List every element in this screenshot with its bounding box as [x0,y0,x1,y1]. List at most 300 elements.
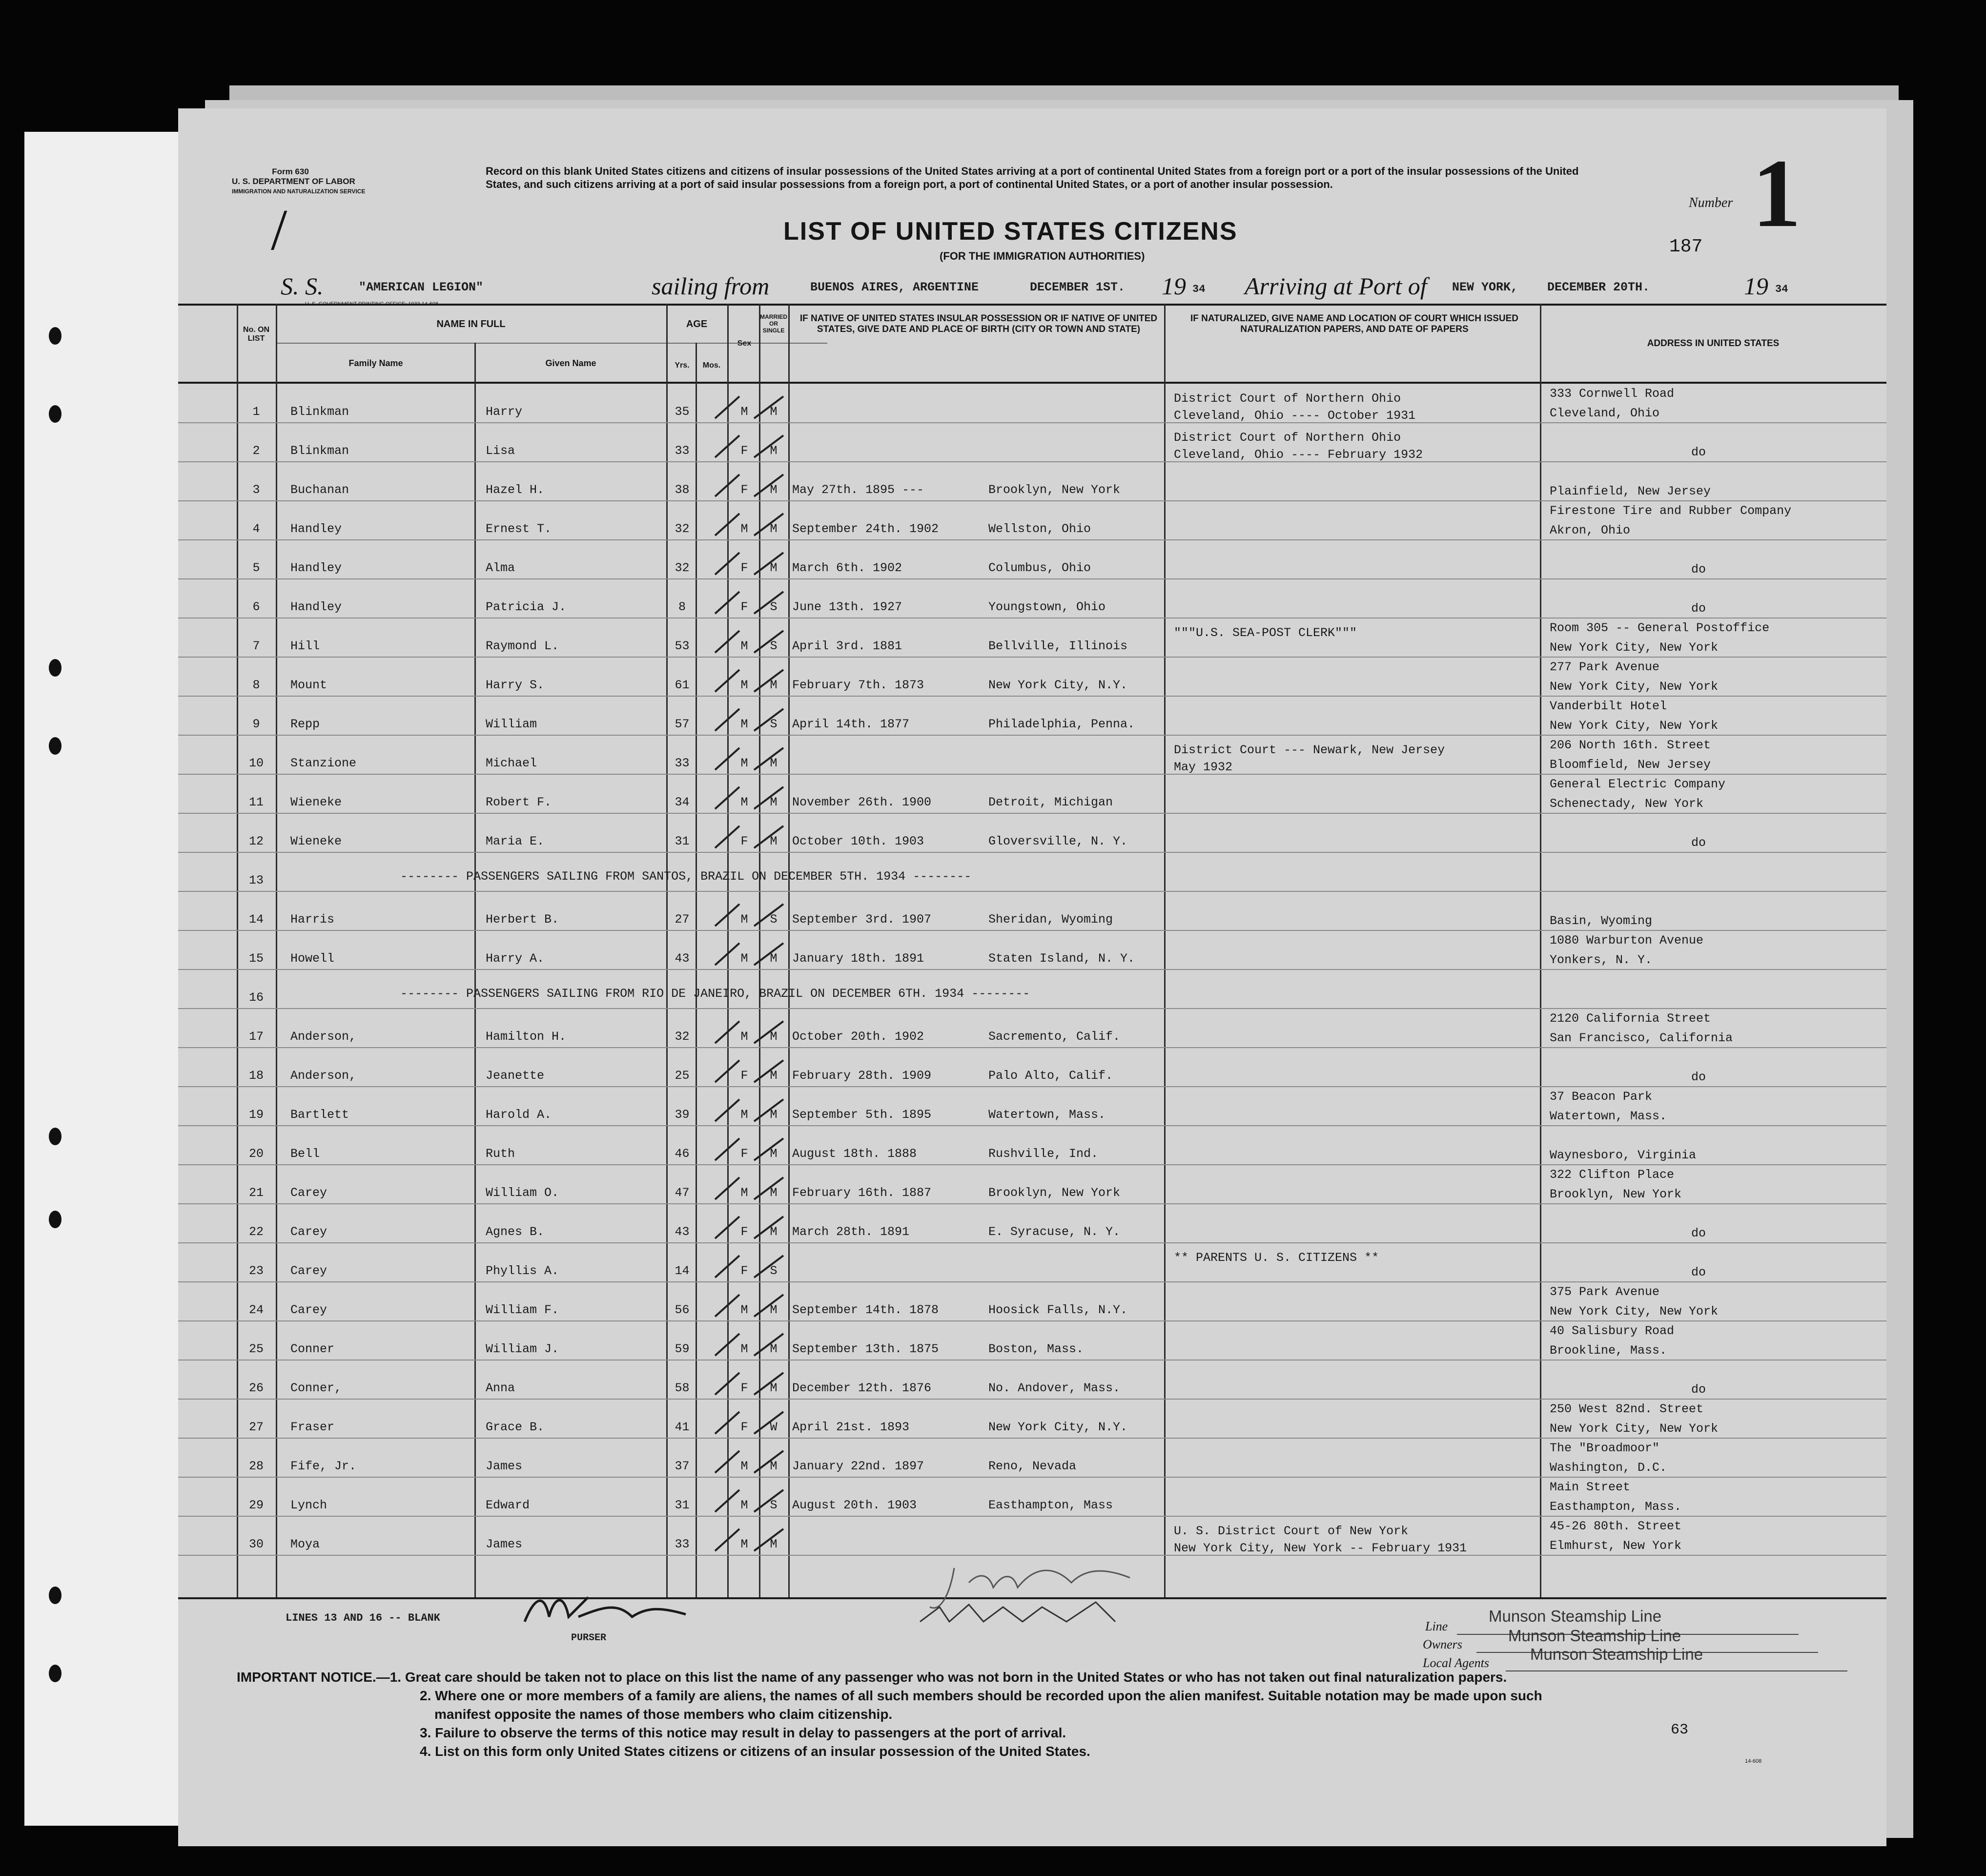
cell-family: Carey [290,1186,328,1200]
cell-addr2: Schenectady, New York [1550,797,1704,811]
owners-label: Owners [1423,1637,1462,1651]
cell-addr2: New York City, New York [1550,640,1719,655]
check-mark [715,748,783,770]
cell-family: Blinkman [290,444,349,458]
cell-addr1: 375 Park Avenue [1550,1285,1660,1299]
cell-ms: M [770,1537,778,1551]
cell-addr1: Room 305 -- General Postoffice [1550,621,1770,635]
check-mark [715,474,783,496]
header-age: AGE [686,319,708,330]
cell-no: 18 [248,1069,264,1083]
cell-ms: M [770,1030,778,1044]
cell-nat1: U. S. District Court of New York [1174,1524,1409,1538]
cell-addr1: 45-26 80th. Street [1550,1519,1682,1533]
cell-age: 37 [675,1459,690,1473]
punch-hole [49,1665,61,1682]
cell-age: 43 [675,1225,690,1239]
cell-given: Harold A. [486,1108,552,1122]
cell-no: 21 [248,1186,264,1200]
cell-addr2: New York City, New York [1550,1422,1719,1436]
cell-sex: F [740,1264,748,1278]
cell-addr2: New York City, New York [1550,1304,1719,1319]
check-mark [715,435,783,457]
arriving-year: 34 [1775,283,1788,295]
check-mark [715,670,783,692]
cell-no: 20 [248,1147,264,1161]
cell-family: Lynch [290,1498,328,1512]
cell-given: Harry S. [486,678,545,692]
cell-ms: M [770,1459,778,1473]
cell-family: Carey [290,1264,328,1278]
cell-ms: S [770,717,778,731]
cell-no: 14 [248,912,264,927]
cell-birth-date: May 27th. 1895 --- [792,483,924,497]
cell-family: Anderson, [290,1030,357,1044]
cell-birth-place: Rushville, Ind. [988,1147,1099,1161]
check-mark [715,1373,783,1395]
cell-birth-date: December 12th. 1876 [792,1381,932,1395]
form-id [232,167,366,196]
cell-no: 6 [252,600,260,614]
cell-no: 5 [252,561,260,575]
cell-sex: M [740,1186,748,1200]
cell-addr2: Basin, Wyoming [1550,914,1653,928]
cell-no: 2 [252,444,260,458]
handwritten-mark: / [271,197,287,262]
cell-birth-date: September 5th. 1895 [792,1108,932,1122]
cell-birth-date: October 10th. 1903 [792,834,924,848]
owners-value: Munson Steamship Line [1508,1627,1681,1645]
cell-birth-place: Reno, Nevada [988,1459,1077,1473]
cell-addr2: do [1691,1070,1706,1084]
notice-2b: manifest opposite the names of those members who claim citizenship. [434,1707,893,1722]
cell-nat2: May 1932 [1174,760,1233,774]
check-mark [715,1256,783,1278]
cell-sex: F [740,444,748,458]
cell-sex: F [740,834,748,848]
cell-ms: S [770,912,778,927]
cell-given: Hazel H. [486,483,545,497]
cell-addr2: Cleveland, Ohio [1550,406,1660,420]
cell-addr2: do [1691,1382,1706,1397]
cell-age: 38 [675,483,690,497]
cell-nat1: District Court of Northern Ohio [1174,431,1401,445]
cell-ms: M [770,444,778,458]
cell-birth-date: March 6th. 1902 [792,561,902,575]
cell-given: Ernest T. [486,522,552,536]
cell-given: Herbert B. [486,912,559,927]
cell-age: 14 [675,1264,690,1278]
cell-family: Conner, [290,1381,342,1395]
cell-ms: M [770,1381,778,1395]
cell-given: Harry [486,405,523,419]
cell-birth-date: August 20th. 1903 [792,1498,917,1512]
cell-family: Carey [290,1303,328,1317]
cell-ms: M [770,1342,778,1356]
cell-addr2: Akron, Ohio [1550,523,1631,537]
line-label: Line [1425,1619,1448,1633]
cell-addr2: Bloomfield, New Jersey [1550,758,1711,772]
cell-given: Robert F. [486,795,552,809]
cell-ms: S [770,600,778,614]
cell-age: 32 [675,561,690,575]
cell-no: 8 [252,678,260,692]
notice-title: IMPORTANT NOTICE. [237,1670,376,1685]
cell-age: 33 [675,756,690,770]
cell-no: 1 [252,405,260,419]
cell-birth-place: Sacremento, Calif. [988,1030,1121,1044]
cell-given: William [486,717,537,731]
cell-ms: M [770,522,778,536]
header-mos: Mos. [702,361,721,370]
cell-age: 8 [678,600,686,614]
check-mark [715,826,783,848]
check-mark [715,1177,783,1199]
cell-given: William J. [486,1342,559,1356]
punch-hole [49,659,61,677]
check-mark [715,1334,783,1356]
cell-family: Fife, Jr. [290,1459,357,1473]
cell-addr2: Washington, D.C. [1550,1461,1667,1475]
cell-birth-date: January 22nd. 1897 [792,1459,924,1473]
cell-given: Maria E. [486,834,545,848]
cell-nat1: District Court of Northern Ohio [1174,392,1401,406]
agents-label: Local Agents [1423,1656,1490,1670]
cell-sex: F [740,1069,748,1083]
cell-sex: M [740,756,748,770]
cell-age: 46 [675,1147,690,1161]
cell-sex: F [740,561,748,575]
cell-no: 3 [252,483,260,497]
notice-2: 2. Where one or more members of a family are aliens, the names of all such members should be recorded upon the alien manifest. Suitable notation may be made upon such [420,1688,1542,1703]
page-title: LIST OF UNITED STATES CITIZENS [783,217,1238,246]
cell-family: Wieneke [290,834,342,848]
cell-given: Harry A. [486,951,545,966]
cell-addr2: New York City, New York [1550,719,1719,733]
cell-ms: M [770,834,778,848]
cell-addr1: 1080 Warburton Avenue [1550,933,1704,948]
cell-family: Bartlett [290,1108,349,1122]
cell-birth-place: Brooklyn, New York [988,1186,1121,1200]
cell-age: 33 [675,1537,690,1551]
check-mark [715,709,783,731]
header-married-single: MARRIED OR SINGLE [760,313,787,334]
cell-addr2: San Francisco, California [1550,1031,1733,1045]
cell-addr2: Watertown, Mass. [1550,1109,1667,1123]
notice-3: 3. Failure to observe the terms of this notice may result in delay to passengers at the port of arrival. [420,1725,1066,1740]
cell-birth-date: September 24th. 1902 [792,522,939,536]
cell-birth-place: Gloversville, N. Y. [988,834,1128,848]
cell-age: 43 [675,951,690,966]
cell-no: 28 [248,1459,264,1473]
cell-age: 47 [675,1186,690,1200]
cell-given: Edward [486,1498,530,1512]
cell-sex: M [740,951,748,966]
cell-ms: M [770,1069,778,1083]
cell-addr2: do [1691,1226,1706,1240]
notice-4: 4. List on this form only United States citizens or citizens of an insular possession of the United States. [420,1744,1090,1759]
sailing-from: BUENOS AIRES, ARGENTINE [810,280,979,294]
cell-birth-place: Bellville, Illinois [988,639,1128,653]
cell-addr2: Plainfield, New Jersey [1550,484,1711,498]
check-mark [715,514,783,536]
cell-given: Jeanette [486,1069,545,1083]
cell-age: 33 [675,444,690,458]
page-subtitle: (FOR THE IMMIGRATION AUTHORITIES) [940,250,1145,262]
cell-birth-place: Philadelphia, Penna. [988,717,1135,731]
cell-sex: M [740,405,748,419]
header-no: No. ON LIST [243,326,270,343]
cell-age: 32 [675,522,690,536]
cell-no: 26 [248,1381,264,1395]
number-value: 1 [1752,140,1801,247]
header-family-name: Family Name [348,358,403,368]
punch-hole [49,737,61,755]
cell-no: 25 [248,1342,264,1356]
header-sex: Sex [737,339,752,348]
cell-age: 61 [675,678,690,692]
cell-ms: M [770,561,778,575]
cell-given: Patricia J. [486,600,567,614]
check-mark [715,553,783,575]
cell-addr2: do [1691,1265,1706,1279]
cell-family: Mount [290,678,328,692]
cell-sex: M [740,522,748,536]
cell-nat2: Cleveland, Ohio ---- October 1931 [1174,409,1416,423]
cell-ms: S [770,639,778,653]
cell-no: 13 [248,873,264,887]
cell-age: 41 [675,1420,690,1434]
important-notice [237,1668,1507,1687]
cell-given: Alma [486,561,515,575]
cell-nat2: New York City, New York -- February 1931 [1174,1541,1467,1555]
cell-birth-date: September 13th. 1875 [792,1342,939,1356]
cell-no: 29 [248,1498,264,1512]
cell-addr1: 322 Clifton Place [1550,1168,1675,1182]
cell-addr2: do [1691,601,1706,616]
cell-birth-date: April 14th. 1877 [792,717,910,731]
cell-family: Carey [290,1225,328,1239]
cell-birth-date: April 3rd. 1881 [792,639,902,653]
sailing-year: 34 [1192,283,1206,295]
cell-family: Wieneke [290,795,342,809]
cell-birth-place: New York City, N.Y. [988,678,1128,692]
cell-sex: M [740,1342,748,1356]
cell-ms: M [770,1186,778,1200]
cell-sex: M [740,678,748,692]
cell-birth-place: Hoosick Falls, N.Y. [988,1303,1128,1317]
cell-addr2: Yonkers, N. Y. [1550,953,1653,967]
cell-ms: M [770,756,778,770]
cell-family: Handley [290,561,342,575]
cell-no: 23 [248,1264,264,1278]
cell-ms: M [770,405,778,419]
header-given-name: Given Name [545,358,596,368]
cell-given: William O. [486,1186,559,1200]
cell-family: Howell [290,951,335,966]
cell-given: Ruth [486,1147,515,1161]
cell-given: Raymond L. [486,639,559,653]
section-note: -------- PASSENGERS SAILING FROM RIO DE JANEIRO, BRAZIL ON DECEMBER 6TH. 1934 -------- [400,987,1030,1001]
cell-age: 57 [675,717,690,731]
arriving-year-prefix: 19 [1744,272,1768,300]
cell-age: 39 [675,1108,690,1122]
cell-birth-date: October 20th. 1902 [792,1030,924,1044]
check-mark [715,1060,783,1082]
cell-age: 31 [675,1498,690,1512]
cell-no: 11 [248,795,264,809]
cell-addr2: do [1691,836,1706,850]
cell-given: Grace B. [486,1420,545,1434]
check-mark [715,1490,783,1512]
cell-no: 19 [248,1108,264,1122]
header-name-in-full: NAME IN FULL [436,319,506,330]
cell-sex: M [740,795,748,809]
cell-family: Conner [290,1342,335,1356]
cell-sex: M [740,639,748,653]
cell-age: 34 [675,795,690,809]
cell-given: Michael [486,756,537,770]
cell-addr1: 333 Cornwell Road [1550,387,1675,401]
cell-nat1: ** PARENTS U. S. CITIZENS ** [1174,1251,1379,1265]
check-mark [715,1412,783,1434]
cell-addr1: 2120 California Street [1550,1011,1711,1026]
check-mark [715,1451,783,1473]
number-label: Number [1689,195,1733,210]
blank-lines-note: LINES 13 AND 16 -- BLANK [286,1612,440,1624]
cell-family: Blinkman [290,405,349,419]
cell-given: Agnes B. [486,1225,545,1239]
service: IMMIGRATION AND NATURALIZATION SERVICE [232,188,366,195]
cell-addr2: Brooklyn, New York [1550,1187,1682,1201]
cell-age: 31 [675,834,690,848]
cell-birth-place: Columbus, Ohio [988,561,1091,575]
cell-addr2: do [1691,445,1706,459]
check-mark [715,787,783,809]
cell-family: Buchanan [290,483,349,497]
cell-addr1: 37 Beacon Park [1550,1090,1653,1104]
cell-birth-place: Detroit, Michigan [988,795,1113,809]
check-mark [715,592,783,614]
cell-no: 10 [248,756,264,770]
cell-sex: F [740,483,748,497]
cell-ms: W [770,1420,778,1434]
form-number: Form 630 [272,167,309,176]
cell-age: 58 [675,1381,690,1395]
cell-ms: S [770,1498,778,1512]
punch-hole [49,1211,61,1228]
cell-addr1: The "Broadmoor" [1550,1441,1660,1455]
cell-age: 59 [675,1342,690,1356]
cell-ms: M [770,1147,778,1161]
cell-addr2: Elmhurst, New York [1550,1539,1682,1553]
check-mark [715,904,783,926]
purser-signature [520,1587,696,1631]
cell-age: 35 [675,405,690,419]
cell-birth-place: Sheridan, Wyoming [988,912,1113,927]
department: U. S. DEPARTMENT OF LABOR [232,177,355,186]
cell-family: Hill [290,639,320,653]
cell-no: 12 [248,834,264,848]
cell-birth-date: February 28th. 1909 [792,1069,932,1083]
cell-sex: F [740,1147,748,1161]
cell-age: 25 [675,1069,690,1083]
cell-birth-date: June 13th. 1927 [792,600,902,614]
cell-addr2: Waynesboro, Virginia [1550,1148,1697,1162]
cell-ms: M [770,951,778,966]
cell-birth-place: Wellston, Ohio [988,522,1091,536]
notice-1: —1. Great care should be taken not to place on this list the name of any passenger who was not born in the United States or who has not taken out final naturalization papers. [376,1670,1507,1685]
cell-birth-place: Youngstown, Ohio [988,600,1106,614]
ship-name: "AMERICAN LEGION" [359,280,484,294]
check-mark [715,1529,783,1551]
cell-given: Lisa [486,444,515,458]
cell-no: 16 [248,990,264,1005]
cell-sex: M [740,1030,748,1044]
cell-ms: M [770,483,778,497]
cell-no: 22 [248,1225,264,1239]
arriving-port: NEW YORK, [1452,280,1518,294]
corner-number: 63 [1671,1722,1689,1738]
page-stamp: 187 [1669,236,1703,257]
cell-sex: M [740,1537,748,1551]
cell-given: James [486,1459,523,1473]
cell-addr1: 277 Park Avenue [1550,660,1660,674]
cell-sex: M [740,1498,748,1512]
cell-age: 53 [675,639,690,653]
cell-family: Stanzione [290,756,357,770]
ss-label: S. S. [281,272,324,300]
record-instructions: Record on this blank United States citizens and citizens of insular possessions of the United States arriving at a port of continental United States from a foreign port or a port of the insular possessions of the United States, and such citizens arriving at a port of said insular possessions from a foreign port, a port of continental United States, or a port of another insular possession. [486,165,1579,190]
cell-no: 17 [248,1030,264,1044]
check-mark [715,1021,783,1043]
cell-ms: M [770,795,778,809]
manifest-page [178,108,1886,1846]
header-address: ADDRESS IN UNITED STATES [1647,338,1780,349]
cell-birth-place: New York City, N.Y. [988,1420,1128,1434]
cell-no: 9 [252,717,260,731]
header-yrs: Yrs. [675,361,690,370]
cell-birth-place: Staten Island, N. Y. [988,951,1135,966]
cell-addr1: 250 West 82nd. Street [1550,1402,1704,1416]
cell-birth-date: April 21st. 1893 [792,1420,910,1434]
check-mark [715,1138,783,1160]
check-mark [715,943,783,965]
cell-family: Repp [290,717,320,731]
cell-age: 27 [675,912,690,927]
cell-given: Phyllis A. [486,1264,559,1278]
cell-addr1: Firestone Tire and Rubber Company [1550,504,1792,518]
header-birth: IF NATIVE OF UNITED STATES INSULAR POSSESSION OR IF NATIVE OF UNITED STATES, GIVE DATE AND PLACE OF BIRTH (CITY OR TOWN AND STATE) [799,313,1158,334]
cell-birth-place: No. Andover, Mass. [988,1381,1121,1395]
cell-addr1: Vanderbilt Hotel [1550,699,1667,713]
cell-sex: M [740,717,748,731]
purser-label: PURSER [571,1632,607,1644]
cell-family: Anderson, [290,1069,357,1083]
binder-strip [24,132,190,1826]
cell-birth-date: February 16th. 1887 [792,1186,932,1200]
cell-birth-date: September 14th. 1878 [792,1303,939,1317]
cell-addr1: General Electric Company [1550,777,1726,791]
arriving-label: Arriving at Port of [1245,272,1427,300]
cell-birth-date: March 28th. 1891 [792,1225,910,1239]
cell-birth-date: September 3rd. 1907 [792,912,932,927]
cell-addr2: Brookline, Mass. [1550,1343,1667,1358]
cell-no: 7 [252,639,260,653]
agents-value: Munson Steamship Line [1530,1645,1703,1663]
cell-family: Harris [290,912,335,927]
cell-nat1: """U.S. SEA-POST CLERK""" [1174,626,1357,640]
